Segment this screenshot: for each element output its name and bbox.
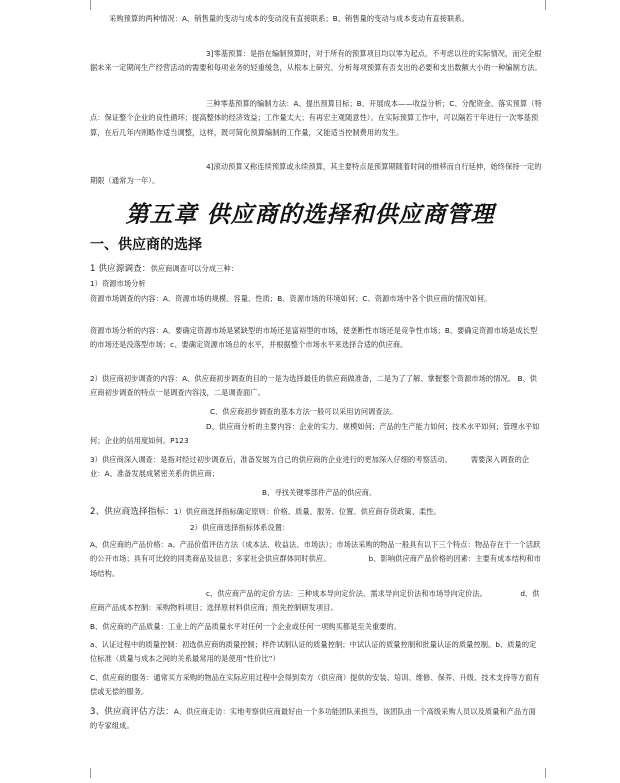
paragraph: 3）供应商深入调查：是指对经过初步调查后，准备发展为自己的供应商的企业进行的更加深入仔细的考察活动。 需要深入调查的企业：A、准备发展成紧密关系的供应商； [90, 455, 530, 479]
paragraph: 1）资源市场分析 [90, 279, 146, 288]
paragraph-purchase-budget: 采购预算的两种情况：A、销售量的变动与成本的变动没有直接联系；B、销售量的变动与成本变动有直接联系。 [90, 14, 469, 23]
chapter-title: 第五章 供应商的选择和供应商管理 [125, 201, 495, 228]
margin-mark [545, 768, 556, 778]
subsection-heading-label: 1 供应源调查： [90, 264, 151, 274]
paragraph: B、供应商的产品质量：工业上的产品质量水平对任何一个企业或任何一项购买都是至关重要的。 [90, 622, 402, 631]
subsection-heading [90, 262, 542, 276]
paragraph: C、供应商的服务：通常买方采购的物品在实际应用过程中会得到卖方（供应商）提供的安装、培训、维修、保养、升级、技术支持等方面有偿或无偿的服务。 [90, 673, 540, 697]
margin-mark [80, 768, 91, 778]
paragraph: 资源市场调查的内容：A、资源市场的规模、容量、性质；B、资源市场的环境如何；C、资源市场中各个供应商的情况如何。 [90, 294, 492, 303]
subsection-heading-text: A、供应商走访：实地考察供应商最好由一个多功能团队来担当，该团队由一个高级采购人员以及质量和产品方面的专家组成。 [90, 707, 536, 731]
subsection-heading-label: 3、供应商评估方法： [90, 707, 174, 717]
section-title: 一、供应商的选择 [90, 237, 202, 253]
subsection-heading [90, 505, 542, 519]
paragraph: A、供应商的产品价格：a、产品价值评估方法（成本法、收益法、市场法）；市场法采购的物品一般具有以下三个特点：物品存在于一个活跃的公开市场；具有可比较的同类商品及信息；多家社会供应群体同时供应。 b、影响供应商产品价格的因素：主要有成本结构和市场结构。 [90, 540, 541, 578]
paragraph-rolling-budget: 4]滚动预算又称连续预算或永续预算，其主要特点是预算期随着时间的推移而自行延伸，始终保持一定的期限（通常为一年）。 [90, 162, 542, 186]
margin-mark [80, 0, 91, 10]
subsection-heading-label: 2、供应商选择指标： [90, 507, 174, 517]
paragraph: 2）供应商初步调查的内容：A、供应商初步调查的目的一是为选择最佳的供应商做准备，二是为了了解、掌握整个资源市场的情况。 B、供应商初步调查的特点一是调查内容浅，二是调查面广。 [90, 374, 538, 398]
subsection-heading-text: 供应商调查可以分成三种： [150, 264, 239, 273]
margin-mark [545, 0, 556, 10]
paragraph: D、供应商分析的主要内容：企业的实力、规模如何；产品的生产能力如何；技术水平如何；管理水平如何；企业的信用度如何。P123 [90, 422, 540, 446]
paragraph: a、认证过程中的质量控制：初选供应商的质量控制；样件试制认证的质量控制；中试认证的质量控制和批量认证的质量控制。b、质量的定位标准（质量与成本之间的关系最常用的是使用“性价比”） [90, 640, 537, 664]
paragraph: c、供应商产品的定价方法：三种成本导向定价法、需求导向定价法和市场导向定价法。 d、供应商产品成本控制：采购物料项目；选择原材料供应商；预先控制研发项目。 [90, 589, 540, 613]
subsection-heading [90, 705, 542, 734]
paragraph: 资源市场分析的内容：A、要确定资源市场是紧缺型的市场还是富裕型的市场，使垄断性市场还是竞争性市场；B、要确定资源市场是成长型的市场还是没落型市场；c、要确定资源市场总的水平，并根据整个市场水平来选择合适的供应商。 [90, 326, 538, 350]
subsection-heading-text: 1）供应商选择指标确定原则：价格、质量、服务、位置、供应商存货政策、柔性。 [173, 507, 441, 516]
paragraph: 2）供应商选择指标体系设置： [190, 523, 290, 532]
paragraph-zero-base-methods: 三种零基预算的编制方法：A、提出预算目标；B、开展成本——收益分析；C、分配资金、落实预算（特点：保证整个企业的良性循环；提高整体的经济效益；工作量太大；有再宏主观随意性）。在实际预算工作中，可以隔若干年进行一次零基预算，在后几年内则略作适当调整，这样，既可简化预算编制的工作量，又能适当控制费用的发生。 [90, 99, 542, 137]
paragraph-zero-base-budget: 3]零基预算：是指在编制预算时，对于所有的预算项目均以零为起点，不考虑以往的实际情况，而完全根据未来一定期间生产经营活动的需要和每项业务的轻重缓急，从根本上研究、分析每项预算有否支出的必要和支出数额大小的一种编制方法。 [90, 49, 542, 73]
paragraph: B、寻找关键零部件产品的供应商。 [262, 488, 377, 497]
paragraph: C、供应商初步调查的基本方法一般可以采用访问调查法。 [210, 407, 398, 416]
